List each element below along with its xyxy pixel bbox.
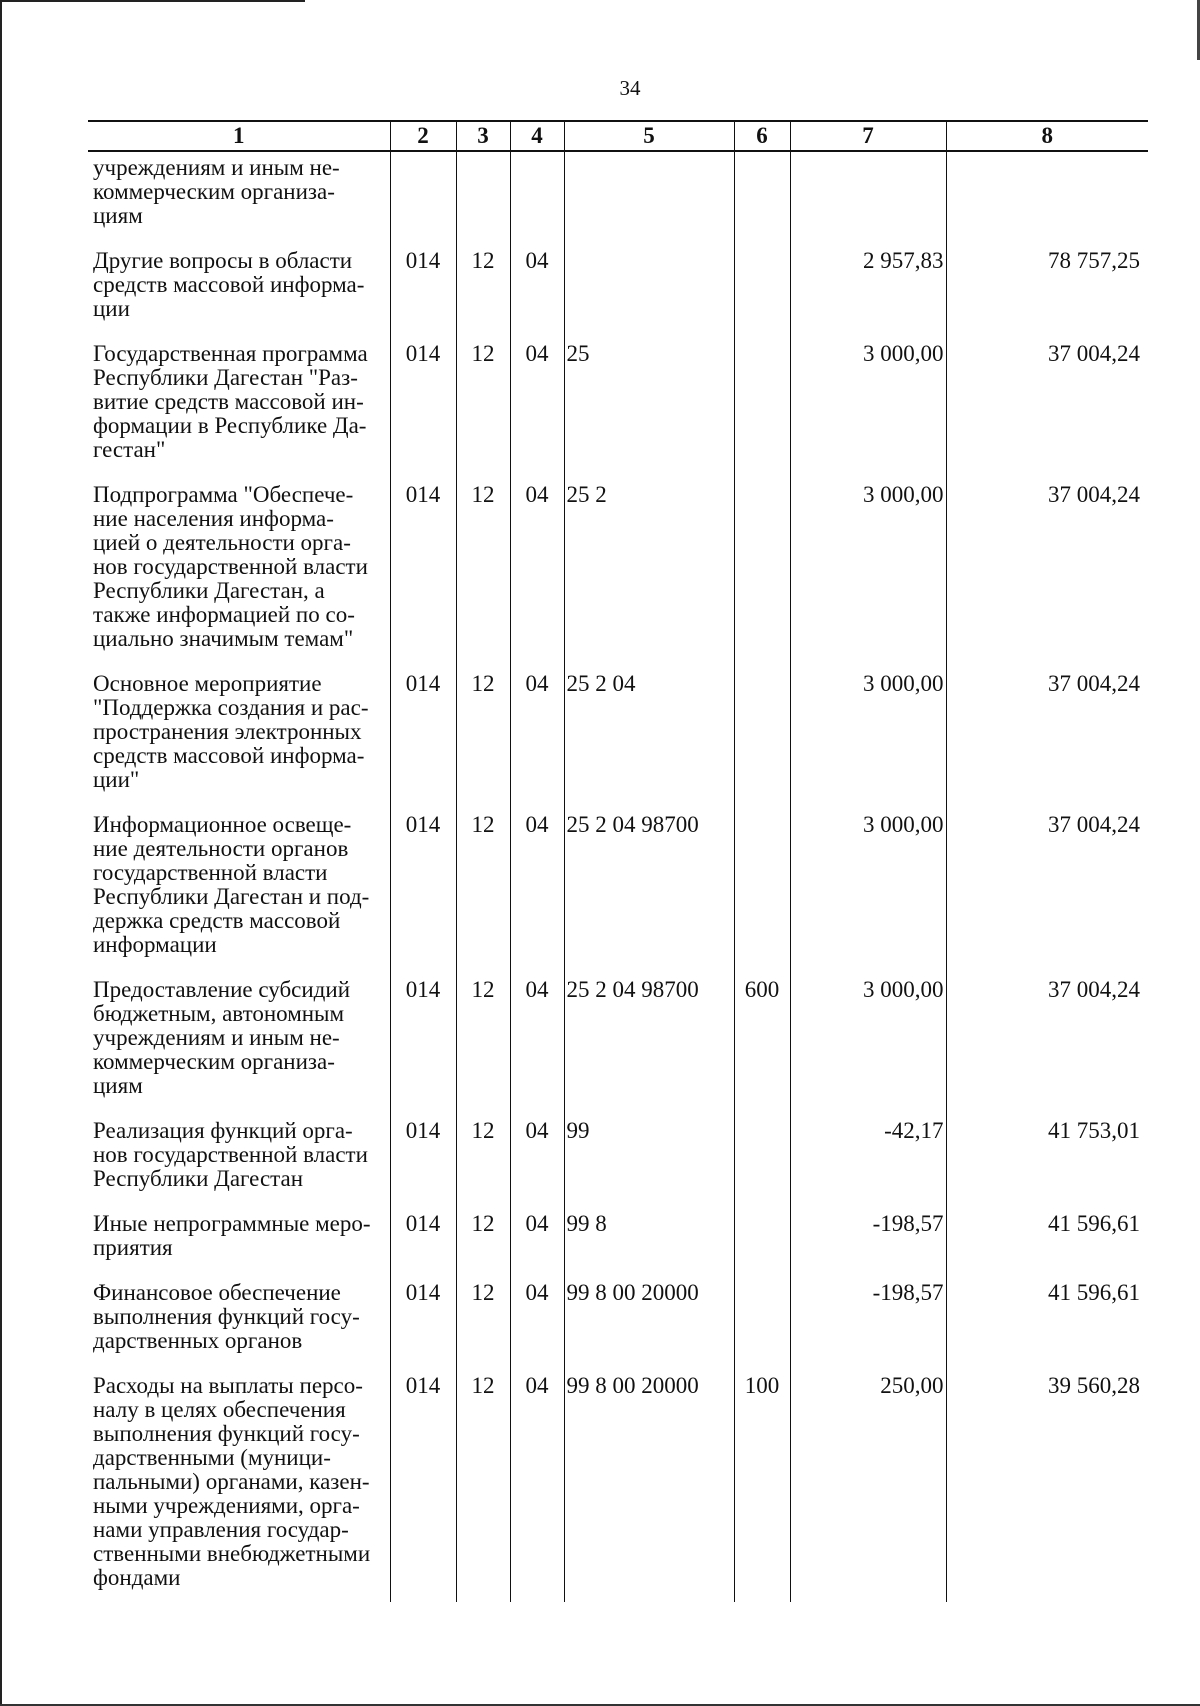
target-article-cell: 99 — [564, 1119, 734, 1212]
table-row — [88, 342, 1148, 483]
subsection-code-cell: 04 — [510, 1212, 564, 1281]
amount-change-cell: -198,57 — [790, 1212, 946, 1281]
amount-change-cell: -42,17 — [790, 1119, 946, 1212]
section-code-cell: 12 — [456, 978, 510, 1119]
table-header-row — [88, 121, 1148, 151]
expense-type-cell — [734, 249, 790, 342]
expense-type-cell — [734, 342, 790, 483]
table-row — [88, 672, 1148, 813]
amount-total-cell: 39 560,28 — [946, 1374, 1148, 1602]
ministry-code-cell: 014 — [390, 249, 456, 342]
subsection-code-cell: 04 — [510, 978, 564, 1119]
column-header: 8 — [946, 121, 1148, 151]
target-article-cell: 25 2 04 98700 — [564, 813, 734, 978]
expense-type-cell — [734, 813, 790, 978]
amount-change-cell: 3 000,00 — [790, 342, 946, 483]
item-name-cell: Финансовое обеспечение выполнения функций госу- дарственных органов — [88, 1281, 390, 1374]
subsection-code-cell — [510, 151, 564, 249]
ministry-code-cell: 014 — [390, 813, 456, 978]
ministry-code-cell: 014 — [390, 342, 456, 483]
target-article-cell: 25 2 04 — [564, 672, 734, 813]
target-article-cell: 25 — [564, 342, 734, 483]
table-row — [88, 978, 1148, 1119]
column-header: 6 — [734, 121, 790, 151]
column-header: 2 — [390, 121, 456, 151]
amount-total-cell: 37 004,24 — [946, 813, 1148, 978]
item-name-cell: Иные непрограммные меро- приятия — [88, 1212, 390, 1281]
subsection-code-cell: 04 — [510, 1119, 564, 1212]
amount-total-cell: 37 004,24 — [946, 978, 1148, 1119]
column-header: 5 — [564, 121, 734, 151]
expense-type-cell: 600 — [734, 978, 790, 1119]
table-row — [88, 1281, 1148, 1374]
section-code-cell: 12 — [456, 483, 510, 672]
ministry-code-cell: 014 — [390, 672, 456, 813]
scan-edge-left — [0, 0, 2, 1706]
amount-change-cell: 3 000,00 — [790, 978, 946, 1119]
subsection-code-cell: 04 — [510, 342, 564, 483]
amount-change-cell: 2 957,83 — [790, 249, 946, 342]
item-name-cell: Предоставление субсидий бюджетным, автономным учреждениям и иным не- коммерческим организа- циям — [88, 978, 390, 1119]
amount-total-cell — [946, 151, 1148, 249]
amount-change-cell: 3 000,00 — [790, 813, 946, 978]
page-number: 34 — [619, 76, 641, 100]
table-row — [88, 249, 1148, 342]
subsection-code-cell: 04 — [510, 1281, 564, 1374]
budget-table — [88, 120, 1148, 1602]
ministry-code-cell: 014 — [390, 1374, 456, 1602]
column-header: 1 — [88, 121, 390, 151]
table-row — [88, 483, 1148, 672]
target-article-cell: 25 2 — [564, 483, 734, 672]
amount-change-cell — [790, 151, 946, 249]
amount-change-cell: 3 000,00 — [790, 483, 946, 672]
section-code-cell: 12 — [456, 1374, 510, 1602]
section-code-cell: 12 — [456, 249, 510, 342]
target-article-cell: 99 8 00 20000 — [564, 1281, 734, 1374]
subsection-code-cell: 04 — [510, 813, 564, 978]
section-code-cell: 12 — [456, 1281, 510, 1374]
section-code-cell: 12 — [456, 1212, 510, 1281]
expense-type-cell — [734, 672, 790, 813]
section-code-cell — [456, 151, 510, 249]
subsection-code-cell: 04 — [510, 1374, 564, 1602]
section-code-cell: 12 — [456, 1119, 510, 1212]
column-header: 7 — [790, 121, 946, 151]
amount-total-cell: 37 004,24 — [946, 342, 1148, 483]
amount-total-cell: 41 753,01 — [946, 1119, 1148, 1212]
column-header: 3 — [456, 121, 510, 151]
amount-total-cell: 41 596,61 — [946, 1281, 1148, 1374]
table-row — [88, 1212, 1148, 1281]
column-header: 4 — [510, 121, 564, 151]
ministry-code-cell: 014 — [390, 1212, 456, 1281]
item-name-cell: учреждениям и иным не- коммерческим организа- циям — [88, 151, 390, 249]
target-article-cell: 99 8 — [564, 1212, 734, 1281]
expense-type-cell — [734, 1212, 790, 1281]
subsection-code-cell: 04 — [510, 483, 564, 672]
table-row — [88, 151, 1148, 249]
target-article-cell: 99 8 00 20000 — [564, 1374, 734, 1602]
item-name-cell: Подпрограмма "Обеспече- ние населения информа- цией о деятельности орга- нов государственной власти Республики Дагестан, а также информацией по со- циально значимым темам" — [88, 483, 390, 672]
table-row — [88, 1374, 1148, 1602]
table-row — [88, 813, 1148, 978]
target-article-cell: 25 2 04 98700 — [564, 978, 734, 1119]
amount-total-cell: 41 596,61 — [946, 1212, 1148, 1281]
ministry-code-cell: 014 — [390, 1119, 456, 1212]
item-name-cell: Реализация функций орга- нов государственной власти Республики Дагестан — [88, 1119, 390, 1212]
ministry-code-cell: 014 — [390, 978, 456, 1119]
ministry-code-cell: 014 — [390, 1281, 456, 1374]
ministry-code-cell — [390, 151, 456, 249]
expense-type-cell — [734, 483, 790, 672]
subsection-code-cell: 04 — [510, 249, 564, 342]
expense-type-cell — [734, 1119, 790, 1212]
table-body — [88, 151, 1148, 1602]
table-row — [88, 1119, 1148, 1212]
section-code-cell: 12 — [456, 342, 510, 483]
amount-total-cell: 37 004,24 — [946, 483, 1148, 672]
item-name-cell: Информационное освеще- ние деятельности органов государственной власти Республики Дагестан и под- держка средств массовой информации — [88, 813, 390, 978]
amount-total-cell: 37 004,24 — [946, 672, 1148, 813]
target-article-cell — [564, 151, 734, 249]
amount-change-cell: 250,00 — [790, 1374, 946, 1602]
expense-type-cell — [734, 1281, 790, 1374]
ministry-code-cell: 014 — [390, 483, 456, 672]
target-article-cell — [564, 249, 734, 342]
section-code-cell: 12 — [456, 672, 510, 813]
expense-type-cell: 100 — [734, 1374, 790, 1602]
amount-change-cell: 3 000,00 — [790, 672, 946, 813]
amount-change-cell: -198,57 — [790, 1281, 946, 1374]
expense-type-cell — [734, 151, 790, 249]
item-name-cell: Основное мероприятие "Поддержка создания и рас- пространения электронных средств массовой информа- ции" — [88, 672, 390, 813]
item-name-cell: Другие вопросы в области средств массовой информа- ции — [88, 249, 390, 342]
item-name-cell: Расходы на выплаты персо- налу в целях обеспечения выполнения функций госу- дарственными (муници- пальными) органами, казен- ными учреждениями, орга- нами управления государ- ственными внебюджетными фондами — [88, 1374, 390, 1602]
item-name-cell: Государственная программа Республики Дагестан "Раз- витие средств массовой ин- формации в Республике Да- гестан" — [88, 342, 390, 483]
subsection-code-cell: 04 — [510, 672, 564, 813]
section-code-cell: 12 — [456, 813, 510, 978]
amount-total-cell: 78 757,25 — [946, 249, 1148, 342]
scan-edge-top — [0, 0, 305, 2]
